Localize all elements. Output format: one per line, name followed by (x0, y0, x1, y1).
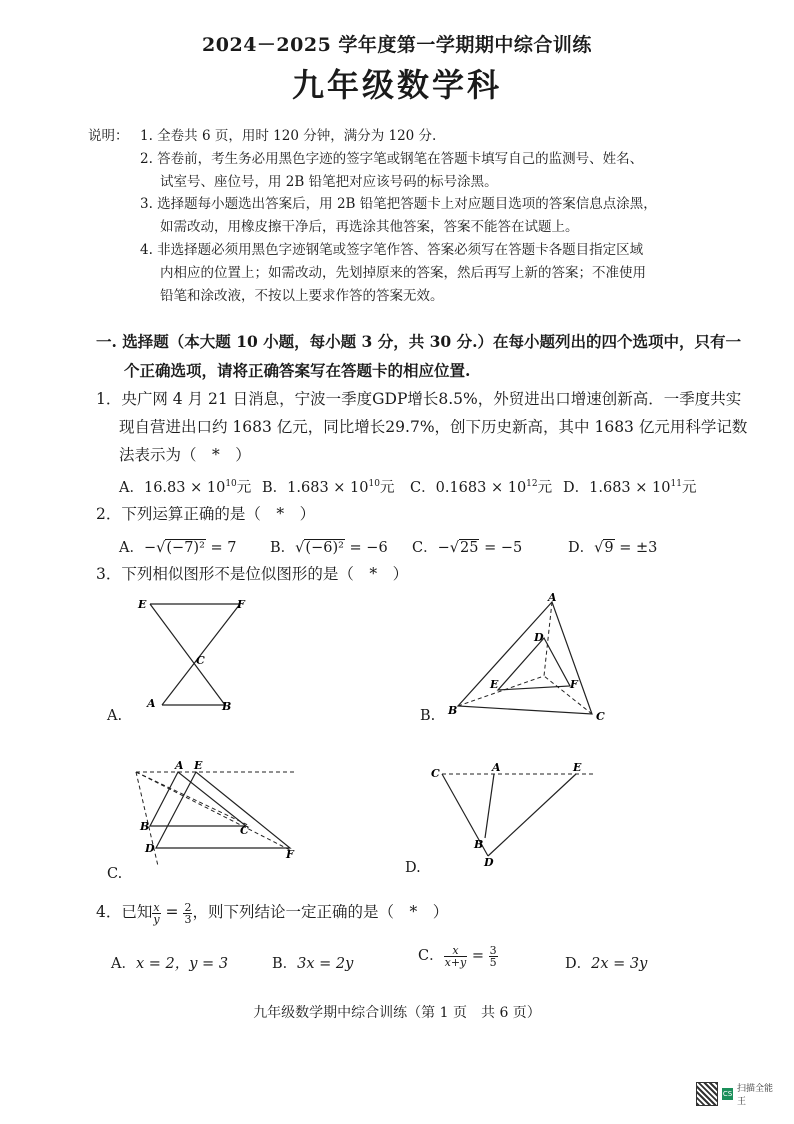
q4-stem-suffix: ，则下列结论一定正确的是（ * ） (192, 903, 449, 921)
figure-d (428, 760, 608, 870)
option-label: B． (272, 956, 298, 972)
denominator: x+y (444, 955, 467, 969)
point-a-label: A (175, 760, 184, 772)
option-result: = 7 (205, 540, 237, 556)
q4-option-a[interactable] (111, 952, 228, 973)
option-label: A． (119, 540, 144, 556)
point-c-label: C (431, 767, 440, 780)
point-f-label: F (570, 678, 578, 691)
option-label: A． (111, 956, 136, 972)
option-prefix: − (437, 540, 450, 556)
sqrt-sign: √ (449, 540, 460, 556)
fraction-x-over-y (152, 902, 160, 925)
point-d-label: D (145, 842, 155, 855)
point-a-label: A (147, 697, 156, 710)
option-text: 2x = 3y (591, 956, 648, 972)
option-exp: 11 (670, 479, 682, 490)
q1-line-2: 现自营进出口约 1683 亿元，同比增长29.7%，创下历史新高，其中 1683 亿元用科学记数 (119, 418, 748, 436)
option-label: D． (565, 956, 592, 972)
option-result: = −6 (344, 540, 388, 556)
option-text: x = 2，y = 3 (135, 956, 229, 972)
denominator: 5 (489, 955, 497, 969)
note-line-3: 试室号、座位号，用 2B 铅笔把对应该号码的标号涂黑。 (160, 174, 498, 190)
q1-line-3: 法表示为（ * ） (119, 446, 251, 464)
segment-ed (488, 774, 576, 856)
dashed-ray-right (136, 772, 290, 850)
point-b-label: B (222, 700, 232, 713)
dashed-ray-mid (136, 772, 250, 826)
section-heading-2: 个正确选项，请将正确答案写在答题卡的相应位置. (124, 361, 471, 380)
qr-code-icon (696, 1082, 718, 1106)
radicand: (−7)² (166, 540, 205, 556)
option-label: C． (412, 540, 438, 556)
point-e-label: E (138, 598, 147, 611)
page-footer: 九年级数学期中综合训练（第 1 页 共 6 页） (253, 1005, 541, 1021)
point-e-label: E (194, 760, 203, 772)
point-f-label: F (237, 598, 245, 611)
q2-option-a[interactable] (119, 536, 237, 557)
option-result: = ±3 (614, 540, 658, 556)
option-exp: 12 (526, 479, 538, 490)
point-b-label: B (448, 704, 458, 717)
option-label: D． (563, 480, 590, 496)
note-line-7: 内相应的位置上；如需改动，先划掉原来的答案，然后再写上新的答案；不准使用 (160, 265, 646, 281)
option-label: A． (119, 480, 144, 496)
option-prefix: − (143, 540, 157, 556)
segment-eb (150, 604, 225, 705)
triangle-def (498, 638, 570, 690)
q2-stem: 2．下列运算正确的是（ * ） (96, 505, 316, 523)
numerator: x (444, 945, 468, 957)
point-b-label: B (140, 820, 150, 833)
q2-option-c[interactable] (412, 536, 522, 557)
note-line-2: 2. 答卷前，考生务必用黑色字迹的签字笔或钢笔在答题卡填写自己的监测号、姓名、 (140, 151, 644, 167)
figure-c (128, 760, 308, 870)
notes-label: 说明： (88, 128, 129, 144)
option-exp: 10 (225, 479, 237, 490)
option-label: B． (270, 540, 296, 556)
option-label: C． (418, 948, 444, 964)
point-c-label: C (196, 654, 205, 667)
triangle-abc (458, 602, 592, 714)
section-heading-1: 一. 选择题（本大题 10 小题，每小题 3 分，共 30 分.）在每小题列出的四个选项中，只有一 (96, 332, 741, 351)
denominator: y (153, 912, 160, 926)
sqrt-sign: √ (594, 540, 604, 556)
option-base: 1.683 × 10 (589, 480, 671, 496)
fraction-x-over-xy (444, 945, 468, 968)
figure-b-label[interactable]: B. (420, 708, 436, 724)
point-d-label: D (484, 856, 494, 869)
q1-option-b[interactable] (262, 476, 394, 497)
note-line-4: 3. 选择题每小题选出答案后，用 2B 铅笔把答题卡上对应题目选项的答案信息点涂黑， (140, 196, 657, 212)
note-line-6: 4. 非选择题必须用黑色字迹钢笔或签字笔作答、答案必须写在答题卡各题目指定区域 (140, 242, 644, 258)
option-base: 16.83 × 10 (143, 480, 226, 496)
q1-option-d[interactable] (563, 476, 696, 497)
equals-sign: = (467, 948, 489, 964)
figure-b (440, 588, 620, 728)
point-a-label: A (548, 591, 557, 604)
exam-title: 2024－2025 学年度第一学期期中综合训练 (202, 34, 592, 56)
option-unit: 元 (681, 480, 697, 496)
radicand: 9 (604, 540, 614, 556)
figure-d-label[interactable]: D. (405, 860, 421, 876)
sqrt-sign: √ (295, 540, 305, 556)
fraction-value (489, 945, 498, 968)
denominator: 3 (184, 912, 192, 926)
option-text: 3x = 2y (297, 956, 354, 972)
numerator: x (153, 900, 160, 914)
note-line-5: 如需改动，用橡皮擦干净后，再选涂其他答案，答案不能答在试题上。 (160, 219, 579, 235)
segment-ab (485, 774, 494, 838)
equals-sign: = (160, 903, 184, 921)
note-line-1: 1. 全卷共 6 页，用时 120 分钟，满分为 120 分. (140, 128, 437, 144)
point-e-label: E (490, 678, 499, 691)
q3-stem: 3．下列相似图形不是位似图形的是（ * ） (96, 565, 409, 583)
option-label: C． (410, 480, 436, 496)
q4-option-b[interactable] (272, 952, 353, 973)
point-f-label: F (286, 848, 294, 861)
numerator: 3 (489, 943, 497, 957)
figure-a-label[interactable]: A. (107, 708, 123, 724)
q4-option-d[interactable] (565, 952, 647, 973)
triangle-abc (150, 772, 246, 826)
q2-option-b[interactable] (270, 536, 388, 557)
option-base: 1.683 × 10 (287, 480, 369, 496)
option-label: B． (262, 480, 288, 496)
radicand: (−6)² (305, 540, 344, 556)
watermark-text: 扫描全能王 (736, 1084, 773, 1107)
q1-option-c[interactable] (410, 476, 552, 497)
sqrt-sign: √ (156, 540, 166, 556)
radicand: 25 (460, 540, 479, 556)
note-line-8: 铅笔和涂改液，不按以上要求作答的答案无效。 (160, 288, 444, 304)
triangle-def (156, 772, 290, 848)
q1-line-1: 1．央广网 4 月 21 日消息，宁波一季度GDP增长8.5%，外贸进出口增速创新高．一季度共实 (96, 390, 742, 408)
option-label: D． (568, 540, 595, 556)
option-unit: 元 (236, 480, 252, 496)
option-unit: 元 (379, 480, 395, 496)
figure-c-label[interactable]: C. (107, 866, 123, 882)
option-base: 0.1683 × 10 (435, 480, 527, 496)
option-result: = −5 (479, 540, 523, 556)
q1-option-a[interactable] (119, 476, 251, 497)
camscanner-logo-icon: CS (722, 1090, 733, 1098)
point-a-label: A (492, 761, 501, 774)
q4-option-c[interactable] (418, 944, 498, 968)
point-b-label: B (474, 838, 484, 851)
exam-subject: 九年级数学科 (291, 66, 502, 104)
q4-stem-prefix: 4．已知 (96, 903, 153, 921)
q2-option-d[interactable] (568, 536, 657, 557)
point-c-label: C (240, 824, 249, 837)
scanner-watermark (696, 1080, 778, 1108)
numerator: 2 (184, 900, 192, 914)
point-e-label: E (573, 761, 582, 774)
option-unit: 元 (537, 480, 553, 496)
figure-a (100, 592, 260, 722)
option-exp: 10 (368, 479, 380, 490)
point-c-label: C (596, 710, 605, 723)
q4-stem (96, 898, 448, 927)
point-d-label: D (534, 631, 544, 644)
